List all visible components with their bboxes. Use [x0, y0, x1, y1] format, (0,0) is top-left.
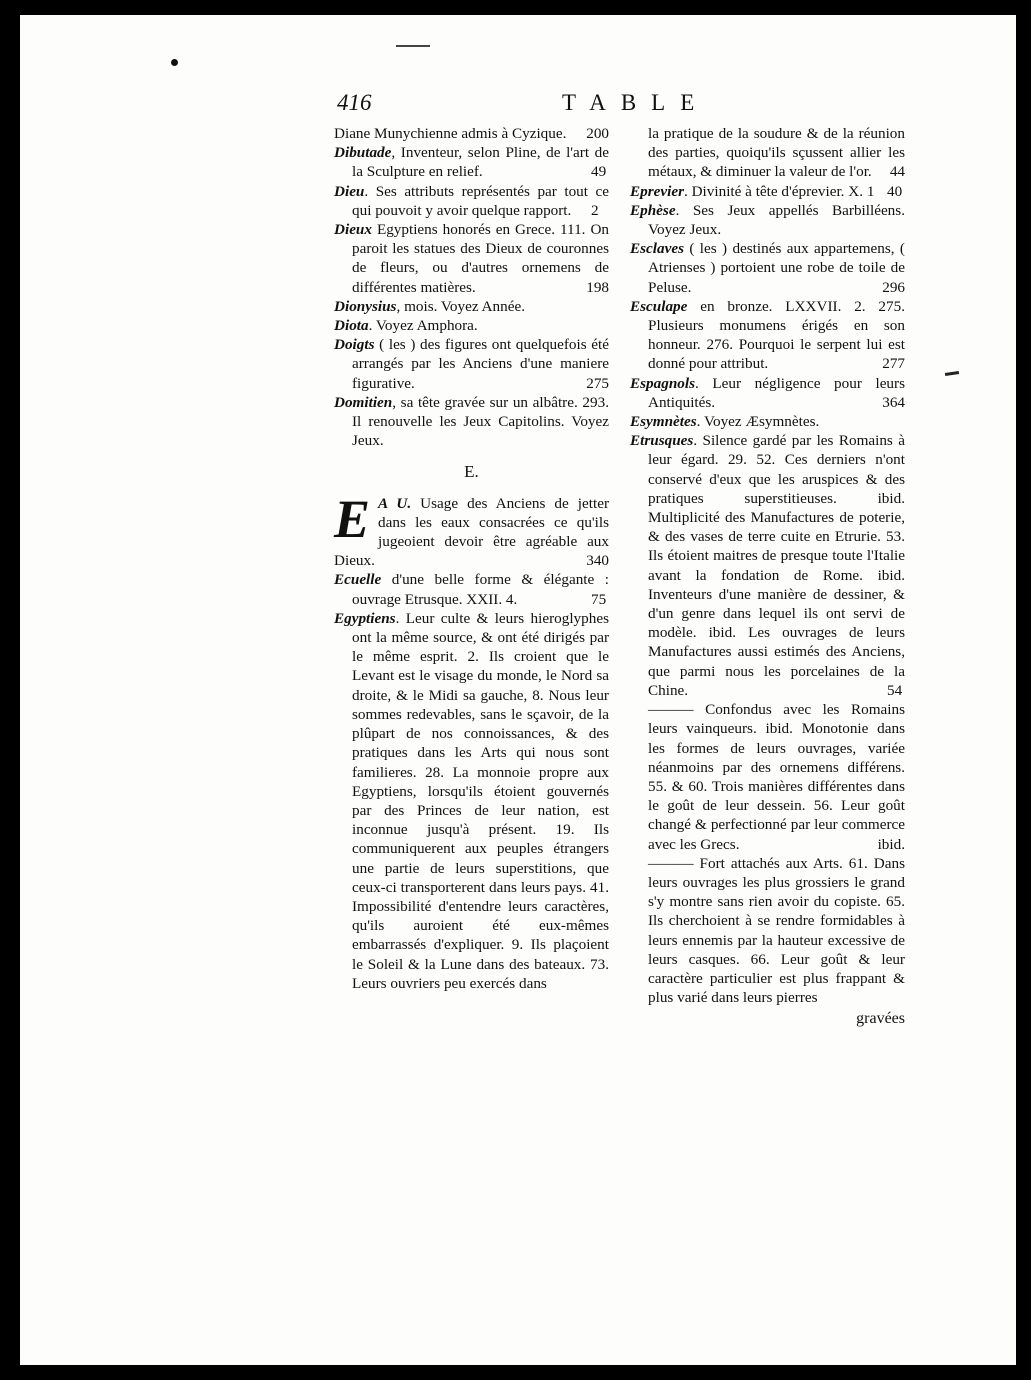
entry-text: . Leur culte & leurs hieroglyphes ont la même source, & ont été dirigés par le même esprit. 2. Ils croient que le Levant est le visage du monde, le Nord sa droite, & le Midi sa gauche, 8. Nous leur sommes redevables, sans le sçavoir, de la plûpart de nos connoissances, & des pratiques dans les Arts qui nous sont familieres. 28. La monnoie propre aux Egyptiens, lorsqu'ils étoient gouvernés par des Princes de leur nation, est inconnue jusqu'à présent. 19. Ils communiquerent aux peuples étrangers une partie de leurs superstitions, que ceux-ci transporterent dans leurs pays. 41. Impossibilité d'entendre leurs caractères, qu'ils auroient été eux-mêmes embarrassés d'expliquer. 9. Ils plaçoient le Soleil & la Lune dans des bateaux. 73. Leurs ouvriers peu exercés dans	[352, 609, 609, 992]
entry-headword: Etrusques	[630, 432, 694, 450]
entry-text: Fort attachés aux Arts. 61. Dans leurs ouvrages les plus grossiers le grand s'y montre sans rien avoir du copiste. 65. Ils cherchoient à se rendre formidables à leurs ennemis par la hauteur excessive de leurs casques. 66. Leur goût & leur caractère particulier est plus frappant & plus varié dans leurs pierres	[648, 854, 905, 1007]
index-entry	[334, 316, 609, 335]
entry-text: . Voyez Æsymnètes.	[696, 413, 820, 431]
entry-text: . Ses attributs représentés par tout ce qui pouvoit y avoir quelque rapport.	[352, 182, 609, 219]
section-letter: E.	[464, 462, 479, 482]
index-entry	[630, 412, 905, 431]
entry-text: en bronze. LXXVII. 2. 275. Plusieurs monumens érigés en son honneur. 276. Pourquoi le serpent lui est donné pour attribut.	[648, 297, 905, 373]
index-entry: Dibutade, Inventeur, selon Pline, de l'art de la Sculpture en relief. 49	[334, 144, 609, 181]
entry-headword: Egyptiens	[334, 609, 396, 627]
entry-page-ref: 198	[586, 278, 609, 296]
entry-page-ref: ibid.	[877, 835, 905, 853]
entry-page-ref: 296	[882, 278, 905, 296]
index-entry	[630, 854, 905, 1008]
entry-headword: Ecuelle	[334, 571, 382, 589]
entry-dash: ———	[648, 854, 694, 872]
entry-page-ref: 277	[882, 355, 905, 373]
right-entries	[630, 182, 905, 700]
entry-text: . Divinité à tête d'éprevier. X. 1	[684, 182, 875, 200]
index-entry	[630, 201, 905, 239]
entry-page-ref: 200	[586, 125, 609, 142]
entry-text: , sa tête gravée sur un albâtre. 293. Il renouvelle les Jeux Capitolins. Voyez Jeux.	[352, 393, 609, 450]
entry-headword: Doigts	[334, 336, 375, 354]
left-entries-before	[334, 124, 609, 450]
running-title: TABLE	[562, 90, 710, 115]
index-entry: Etrusques. Silence gardé par les Romains à leur égard. 29. 52. Ces derniers n'ont conservé d'eux que les aruspices & des pratiques superstitieuses. ibid. Multiplicité des Manufactures de poterie, & des vases de terre cuite en Etrurie. 53. Ils étoient maitres de presque toute l'Italie avant la fondation de Rome. ibid. Inventeurs d'une manière de dessiner, & d'un genre dans lequel ils ont servi de modèle. ibid. Les ouvrages de leurs Manufactures aussi estimés des Anciens, que parmi nous les porcelaines de la Chine. 54	[630, 432, 905, 699]
index-entry	[334, 220, 609, 297]
entry-headword: Dieu	[334, 182, 365, 200]
entry-page-ref: 275	[586, 374, 609, 392]
entry-text: . Leur négligence pour leurs Antiquités.	[648, 374, 905, 411]
entry-headword: Eprevier	[630, 182, 684, 200]
index-entry	[630, 239, 905, 297]
entry-headword: Diota	[334, 317, 369, 335]
entry-headword: Dieux	[334, 221, 372, 239]
entry-text: Usage des Anciens de jetter dans les eaux consacrées ce qu'ils jugeoient devoir être agréable aux Dieux.	[334, 494, 609, 570]
left-entries-after	[334, 570, 609, 992]
entry-page-ref: 44	[889, 163, 905, 181]
ink-scratch	[396, 45, 430, 47]
right-column	[630, 124, 905, 1029]
entry-headword: Dibutade	[334, 144, 392, 162]
right-dash-entries	[630, 700, 905, 1007]
entry-text: Diane Munychienne admis à Cyzique.	[334, 125, 567, 142]
entry-headword: A U.	[378, 494, 412, 512]
entry-headword: Ephèse	[630, 201, 676, 219]
catchword: gravées	[856, 1010, 905, 1028]
page-header	[337, 90, 907, 124]
index-entry: Ecuelle d'une belle forme & élégante : ouvrage Etrusque. XXII. 4. 75	[334, 571, 609, 608]
index-entry	[334, 297, 609, 316]
index-entry	[630, 297, 905, 374]
entry-page-ref: 340	[586, 552, 609, 570]
entry-headword: Dionysius	[334, 297, 397, 315]
entry-headword: Domitien	[334, 393, 393, 411]
entry-headword: Esclaves	[630, 240, 684, 258]
entry-text: Egyptiens honorés en Grece. 111. On paroit les statues des Dieux de couronnes de fleurs, ou d'autres ornemens de différentes matières.	[352, 221, 609, 296]
index-entry	[334, 609, 609, 993]
left-column	[334, 124, 609, 993]
entry-text: Confondus avec les Romains leurs vainqueurs. ibid. Monotonie dans les formes de leurs ouvrages, variée néanmoins par des ornemens différens. 55. & 60. Trois manières différentes dans le goût de leur dessein. 56. Leur goût changé & perfectionné par leur commerce avec les Grecs.	[648, 701, 905, 853]
entry-text: la pratique de la soudure & de la réunion des parties, quoiqu'ils sçussent allier les métaux, & diminuer la valeur de l'or.	[648, 125, 905, 181]
entry-text: ( les ) destinés aux appartemens, ( Atrienses ) portoient une robe de toile de Peluse.	[648, 240, 905, 296]
index-entry: Eprevier. Divinité à tête d'éprevier. X. 1 40	[630, 182, 903, 200]
entry-text: , Inventeur, selon Pline, de l'art de la Sculpture en relief.	[352, 144, 609, 181]
index-entry	[334, 335, 609, 393]
entry-text: . Silence gardé par les Romains à leur égard. 29. 52. Ces derniers n'ont conservé d'eux que les aruspices & des pratiques superstitieuses. ibid. Multiplicité des Manufactures de poterie, & des vases de terre cuite en Etrurie. 53. Ils étoient maitres de presque toute l'Italie avant la fondation de Rome. ibid. Inventeurs d'une manière de dessiner, & d'un genre dans lequel ils ont servi de modèle. ibid. Les ouvrages de leurs Manufactures aussi estimés des Anciens, que parmi nous les porcelaines de la Chine.	[648, 432, 905, 699]
entry-headword: Espagnols	[630, 374, 695, 392]
entry-text: . Voyez Amphora.	[368, 317, 478, 335]
index-entry	[334, 124, 609, 143]
index-entry	[630, 374, 905, 412]
margin-mark	[945, 371, 959, 376]
entry-page-ref: 364	[882, 393, 905, 411]
continuation-text	[630, 124, 905, 182]
entry-headword: Esymnètes	[630, 413, 697, 431]
page-number: 416	[337, 90, 372, 115]
entry-dash: ———	[648, 701, 694, 719]
entry-headword: Esculape	[630, 297, 688, 315]
ink-dot	[171, 59, 178, 66]
entry-text: . Ses Jeux appellés Barbilléens. Voyez Jeux.	[648, 201, 905, 239]
eau-entry	[334, 488, 609, 571]
index-entry: Dieu. Ses attributs représentés par tout ce qui pouvoit y avoir quelque rapport. 2	[334, 182, 609, 219]
index-entry	[334, 393, 609, 451]
entry-text: d'une belle forme & élégante : ouvrage Etrusque. XXII. 4.	[352, 571, 609, 608]
drop-cap: E	[334, 488, 371, 549]
entry-text: ( les ) des figures ont quelquefois été arrangés par les Anciens d'une maniere figurative.	[352, 336, 609, 392]
entry-text: , mois. Voyez Année.	[396, 297, 525, 315]
index-entry	[630, 700, 905, 854]
